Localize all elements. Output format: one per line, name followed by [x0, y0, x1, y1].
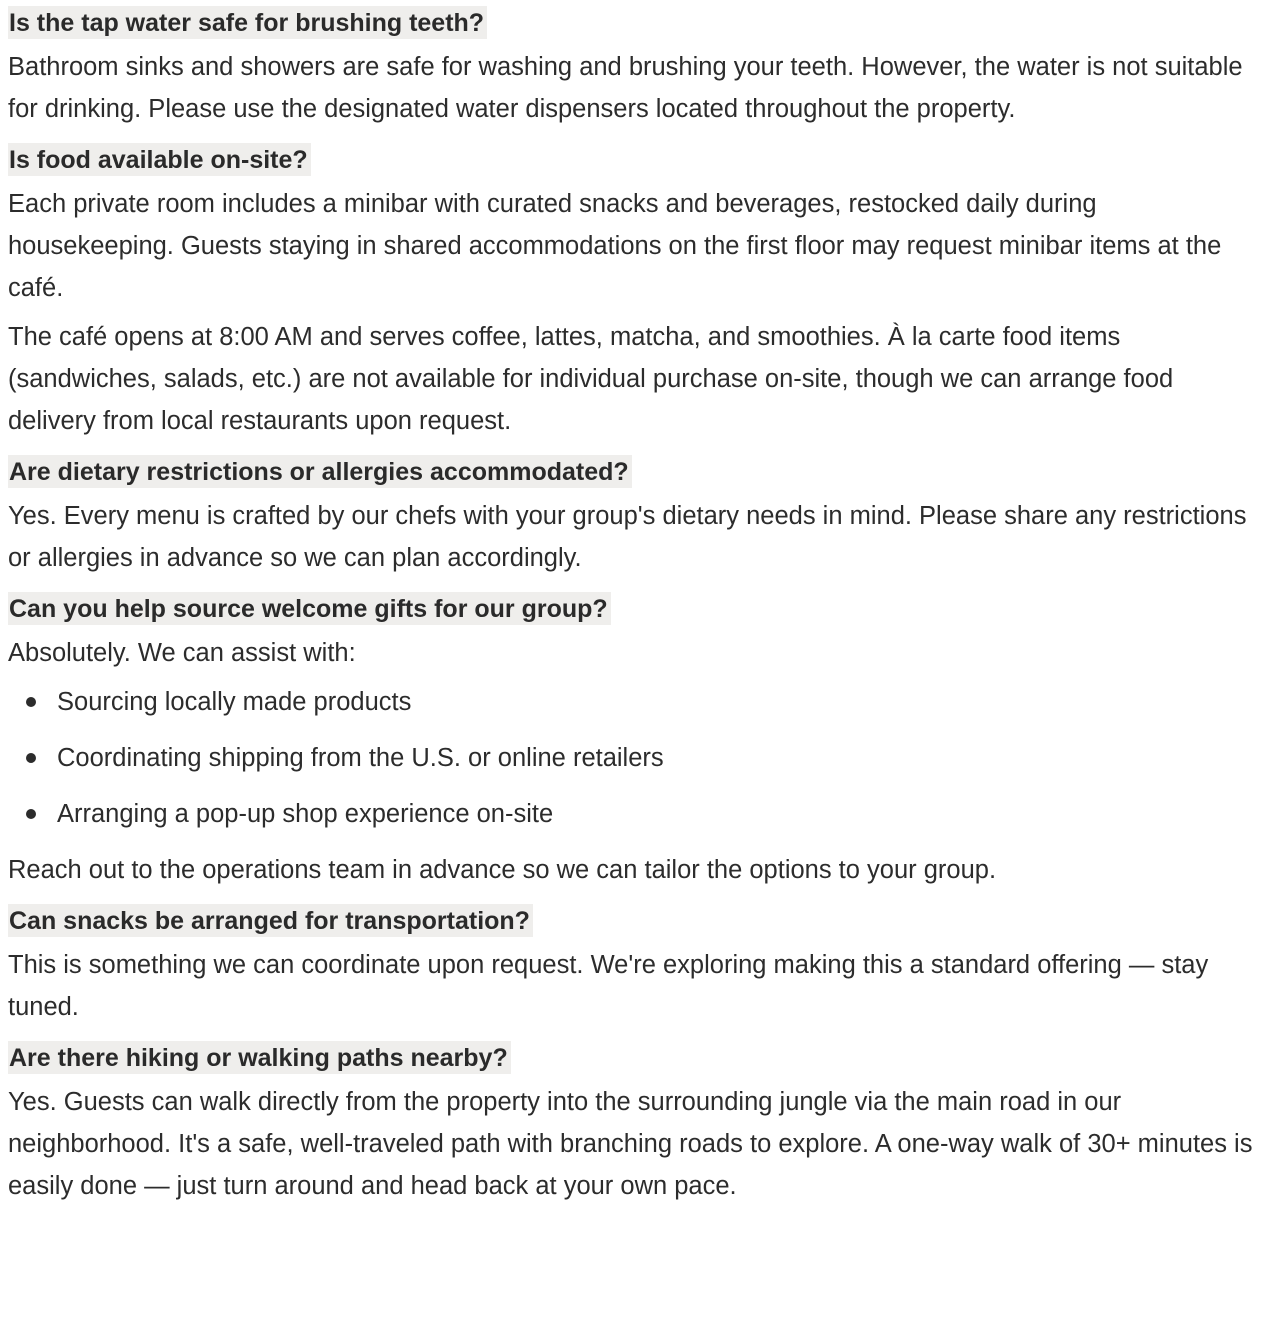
- faq-item-dietary: [8, 449, 1267, 579]
- faq-answer: Each private room includes a minibar with curated snacks and beverages, restocked daily during housekeeping. Guests staying in shared accommodations on the first floor may request minibar items at the café.: [8, 190, 1222, 302]
- list-item: [8, 681, 1267, 723]
- gift-options-list: [8, 681, 1267, 835]
- faq-question: Is the tap water safe for brushing teeth?: [8, 6, 487, 39]
- faq-item-tap-water: [8, 0, 1267, 130]
- faq-item-hiking: [8, 1035, 1267, 1207]
- list-item: [8, 737, 1267, 779]
- faq-answer-intro: Absolutely. We can assist with:: [8, 639, 356, 667]
- faq-item-welcome-gifts: [8, 586, 1267, 891]
- list-item-text: Coordinating shipping from the U.S. or online retailers: [57, 744, 664, 772]
- list-item-text: Sourcing locally made products: [57, 688, 412, 716]
- faq-question: Is food available on-site?: [8, 143, 311, 176]
- faq-answer: Yes. Every menu is crafted by our chefs with your group's dietary needs in mind. Please share any restrictions or allergies in advance so we can plan accordingly.: [8, 502, 1247, 572]
- list-item-text: Arranging a pop-up shop experience on-site: [57, 800, 554, 828]
- faq-question: Are there hiking or walking paths nearby?: [8, 1041, 511, 1074]
- faq-answer-outro: Reach out to the operations team in advance so we can tailor the options to your group.: [8, 856, 997, 884]
- faq-answer: This is something we can coordinate upon request. We're exploring making this a standard offering — stay tuned.: [8, 951, 1209, 1021]
- faq-answer: Bathroom sinks and showers are safe for washing and brushing your teeth. However, the water is not suitable for drinking. Please use the designated water dispensers located throughout the property.: [8, 53, 1243, 123]
- faq-question: Can you help source welcome gifts for our group?: [8, 592, 611, 625]
- list-item: [8, 793, 1267, 835]
- bullet-icon: [26, 809, 36, 819]
- faq-answer: Yes. Guests can walk directly from the property into the surrounding jungle via the main road in our neighborhood. It's a safe, well-traveled path with branching roads to explore. A one-way walk of 30+ minutes is easily done — just turn around and head back at your own pace.: [8, 1088, 1253, 1200]
- bullet-icon: [26, 753, 36, 763]
- faq-question: Are dietary restrictions or allergies accommodated?: [8, 455, 632, 488]
- faq-answer: The café opens at 8:00 AM and serves coffee, lattes, matcha, and smoothies. À la carte food items (sandwiches, salads, etc.) are not available for individual purchase on-site, though we can arrange food delivery from local restaurants upon request.: [8, 323, 1174, 435]
- faq-item-food: [8, 137, 1267, 442]
- faq-question: Can snacks be arranged for transportation?: [8, 904, 533, 937]
- bullet-icon: [26, 697, 36, 707]
- faq-item-snacks-transport: [8, 898, 1267, 1028]
